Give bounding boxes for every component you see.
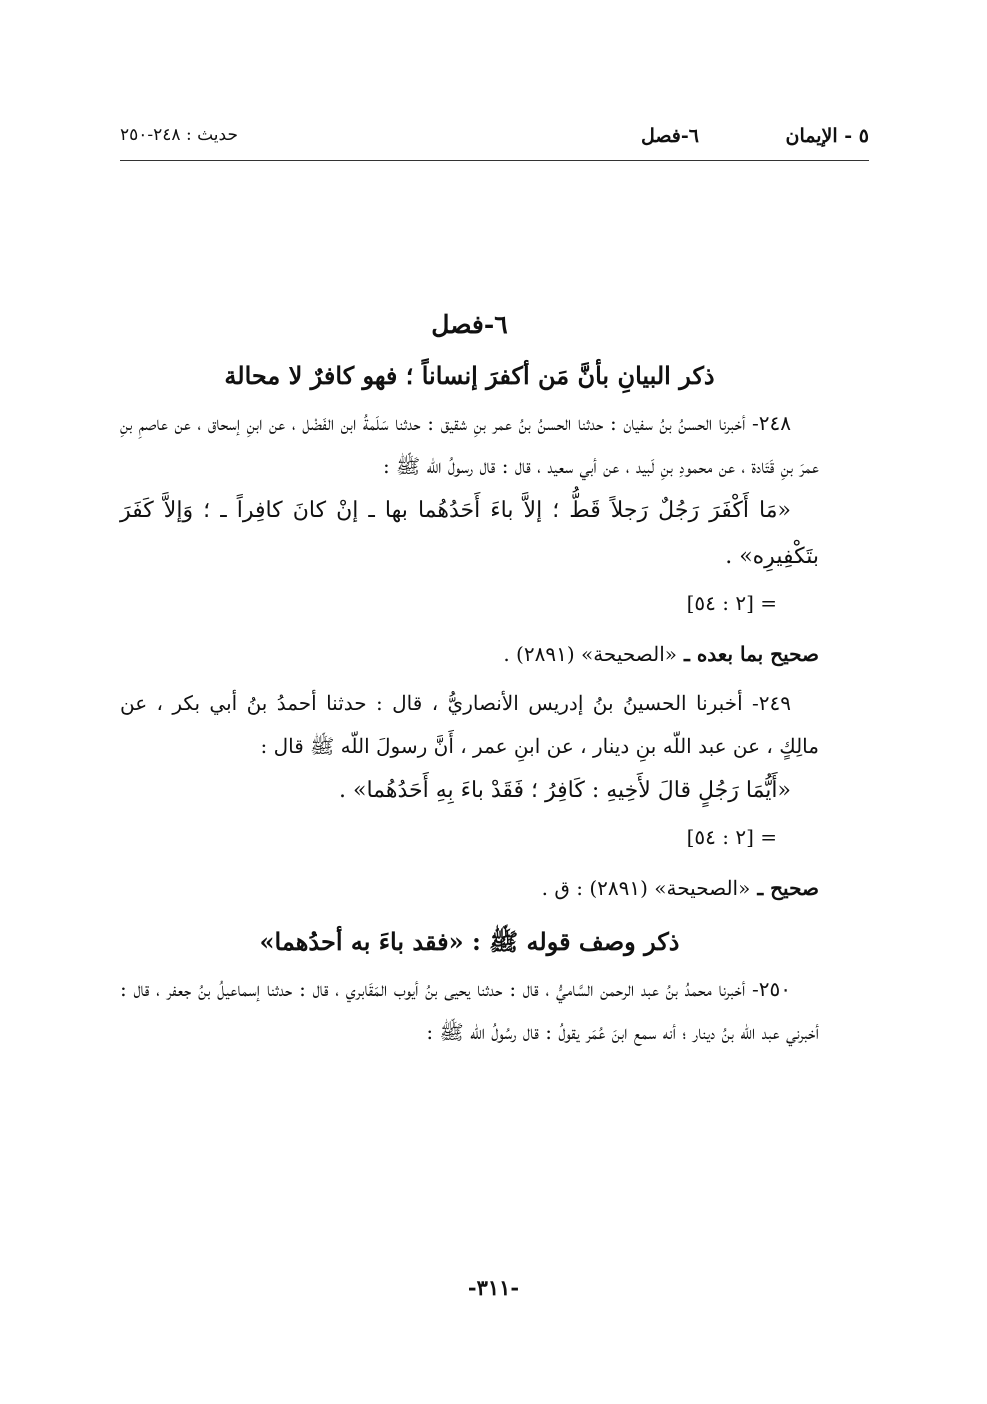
chapter-heading-2: ذكر وصف قوله ﷺ : «فقد باءَ به أحدُهما» <box>259 927 680 956</box>
hadith-249-matn: «أَيُّمَا رَجُلٍ قالَ لأَخِيهِ : كَافِرُ ؛ فَقَدْ باءَ بِهِ أَحَدُهُما» . <box>339 778 791 803</box>
page-body <box>120 300 819 1054</box>
hadith-248-grade-source: «الصحيحة» (٢٨٩١) . <box>503 642 678 666</box>
running-header <box>120 125 869 161</box>
hadith-248-matn: «مَا أَكْفَرَ رَجُلٌ رَجلاً قَطُّ ؛ إلاَّ باءَ أَحَدُهُما بها ـ إنْ كانَ كافِراً ـ ؛ وَإلاَّ كَفَرَ بتَكْفِيرِه» . <box>120 498 819 569</box>
hadith-249-isnad: ٢٤٩- أخبرنا الحسينُ بنُ إدريس الأنصاريُّ ، قال : حدثنا أحمدُ بنُ أبي بكر ، عن مالِكٍ ، عن عبد اللّه بنِ دينار ، عن ابنِ عمر ، أَنَّ رسولَ اللّه ﷺ قال : <box>120 691 819 758</box>
header-hadith-range: حديث : ٢٤٨-٢٥٠ <box>120 125 238 145</box>
hadith-249-reference: = [٢ : ٥٤] <box>686 825 777 849</box>
header-chapter: ٥ - الإيمان <box>785 125 869 147</box>
hadith-249-grade-source: «الصحيحة» (٢٨٩١) : ق . <box>541 876 751 900</box>
hadith-248-grade-label: صحيح بما بعده ـ <box>684 642 819 666</box>
hadith-250-isnad: ٢٥٠- أخبرنا محمدُ بنُ عبد الرحمن السَّاميُّ ، قال : حدثنا يحيى بنُ أيوب المَقَابري ، قال : حدثنا إسماعيلُ بنُ جعفر ، قال : أخبرني عبد اللّه بنُ دينار ؛ أنه سمع ابنَ عُمَر يقولُ : قال رسُولُ اللّه ﷺ : <box>120 977 819 1044</box>
hadith-248-grade <box>120 626 819 682</box>
hadith-249-grade <box>120 860 819 916</box>
hadith-248-reference: = [٢ : ٥٤] <box>686 591 777 615</box>
section-title: ٦-فصل <box>431 310 508 339</box>
header-section: ٦-فصل <box>640 125 699 147</box>
chapter-heading-1: ذكر البيانِ بأنَّ مَن أكفرَ إنساناً ؛ فهو كافرٌ لا محالة <box>224 361 715 390</box>
page-number: -٣١١- <box>467 1275 520 1300</box>
header-divider <box>120 160 869 161</box>
hadith-248-isnad: ٢٤٨- أخبرنا الحسنُ بنُ سفيان : حدثنا الحسنُ بنُ عمر بنِ شقيق : حدثنا سَلَمةُ ابن الفَضْل ، عن ابنِ إسحاق ، عن عاصمِ بنِ عمرَ بنِ قَتَادة ، عن محمودِ بنِ لَبيد ، عن أبي سعيد ، قال : قال رسولُ اللّه ﷺ : <box>120 411 819 478</box>
hadith-249-grade-label: صحيح ـ <box>757 876 819 900</box>
